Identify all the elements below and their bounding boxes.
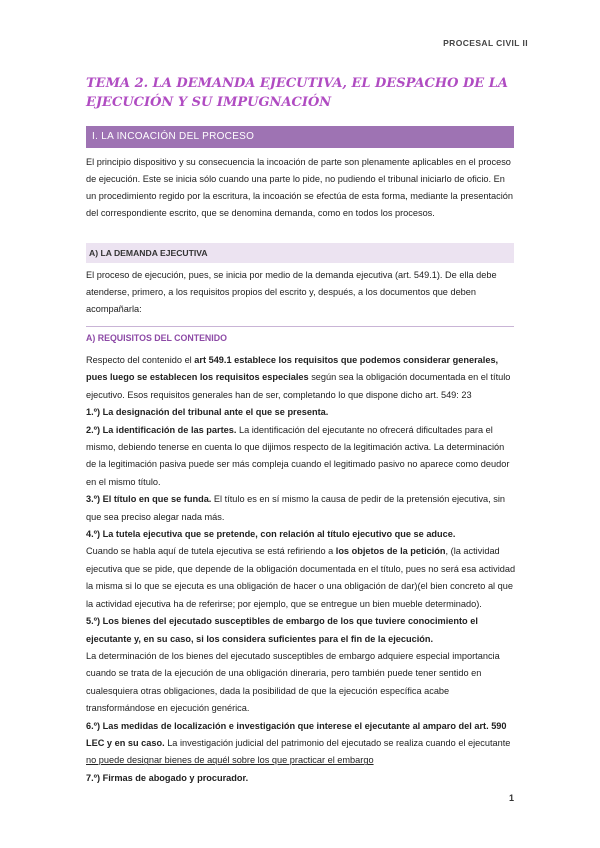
requisitos-intro: Respecto del contenido el art 549.1 establece los requisitos que podemos considerar generales, pues luego se establecen los requisitos especiales según sea la obligación documentada en el título ejecutivo. Esos requisitos generales han de ser, completando lo que dispone dicho art. 549: 23 — [86, 355, 511, 400]
requisitos-heading: A) REQUISITOS DEL CONTENIDO — [86, 326, 514, 343]
section-heading: I. LA INCOACIÓN DEL PROCESO — [86, 126, 514, 148]
requisito-item-2: 2.º) La identificación de las partes. La identificación del ejecutante no ofrecerá dificultades para el mismo, debiendo tenerse en cuenta lo que dijimos respecto de la legitimación activa. La determinación de la legitimación pasiva puede ser más compleja cuando el legitimado pasivo no aparece como deudor en el mismo título. — [86, 424, 510, 487]
requisito-item-7: 7.º) Firmas de abogado y procurador. — [86, 772, 249, 783]
page-title: TEMA 2. LA DEMANDA EJECUTIVA, EL DESPACHO DE LA EJECUCIÓN Y SU IMPUGNACIÓN — [86, 76, 508, 110]
requisito-item-5-text: La determinación de los bienes del ejecutado susceptibles de embargo adquiere especial importancia cuando se trata de la ejecución de una obligación dineraria, pero también puede tener sentido en cualesquiera otras obligaciones, dada la posibilidad de que la ejecución específica acabe transformándose en ejecución genérica. — [86, 650, 500, 714]
requisitos-body — [86, 352, 516, 787]
page-number: 1 — [508, 793, 514, 803]
requisito-item-3: 3.º) El título en que se funda. El título es en sí mismo la causa de pedir de la pretensión ejecutiva, sin que sea preciso alegar nada más. — [86, 494, 506, 522]
requisito-item-5: 5.º) Los bienes del ejecutado susceptibles de embargo de los que tuviere conocimiento el ejecutante y, en su caso, si los considera suficientes para el fin de la ejecución. — [86, 616, 478, 644]
requisito-item-6: 6.º) Las medidas de localización e investigación que interese el ejecutante al amparo del art. 590 LEC y en su caso. La investigación judicial del patrimonio del ejecutado se realiza cuando el ejecutante no puede designar bienes de aquél sobre los que practicar el embargo — [86, 720, 511, 766]
subsection-heading: A) LA DEMANDA EJECUTIVA — [86, 243, 514, 263]
running-header: PROCESAL CIVIL II — [443, 38, 528, 48]
requisito-item-4: 4.º) La tutela ejecutiva que se pretende, con relación al título ejecutivo que se aduce. — [86, 529, 456, 540]
intro-paragraph: El principio dispositivo y su consecuencia la incoación de parte son plenamente aplicables en el proceso de ejecución. Este se inicia sólo cuando una parte lo pide, no pudiendo el tribunal iniciarlo de oficio. En un procedimiento regido por la escritura, la incoación se efectúa de esta forma, mediante la presentación del correspondiente escrito, que se denomina demanda, como en todos los procesos. — [86, 157, 513, 218]
subsection-paragraph: El proceso de ejecución, pues, se inicia por medio de la demanda ejecutiva (art. 549.1). De ella debe atenderse, primero, a los requisitos propios del escrito y, después, a los documentos que deben acompañarla: — [86, 270, 497, 314]
requisito-item-1: 1.º) La designación del tribunal ante el que se presenta. — [86, 407, 329, 418]
requisito-item-4-text: Cuando se habla aquí de tutela ejecutiva se está refiriendo a los objetos de la petición, (la actividad ejecutiva que se pide, que depende de la obligación documentada en el título, pues no será esa actividad la misma si lo que se ejecuta es una obligación de hacer o una obligación de dar)(el bien concreto al que la actividad ejecutiva ha de referirse; por ejemplo, que se entregue un bien mueble determinado). — [86, 546, 516, 609]
